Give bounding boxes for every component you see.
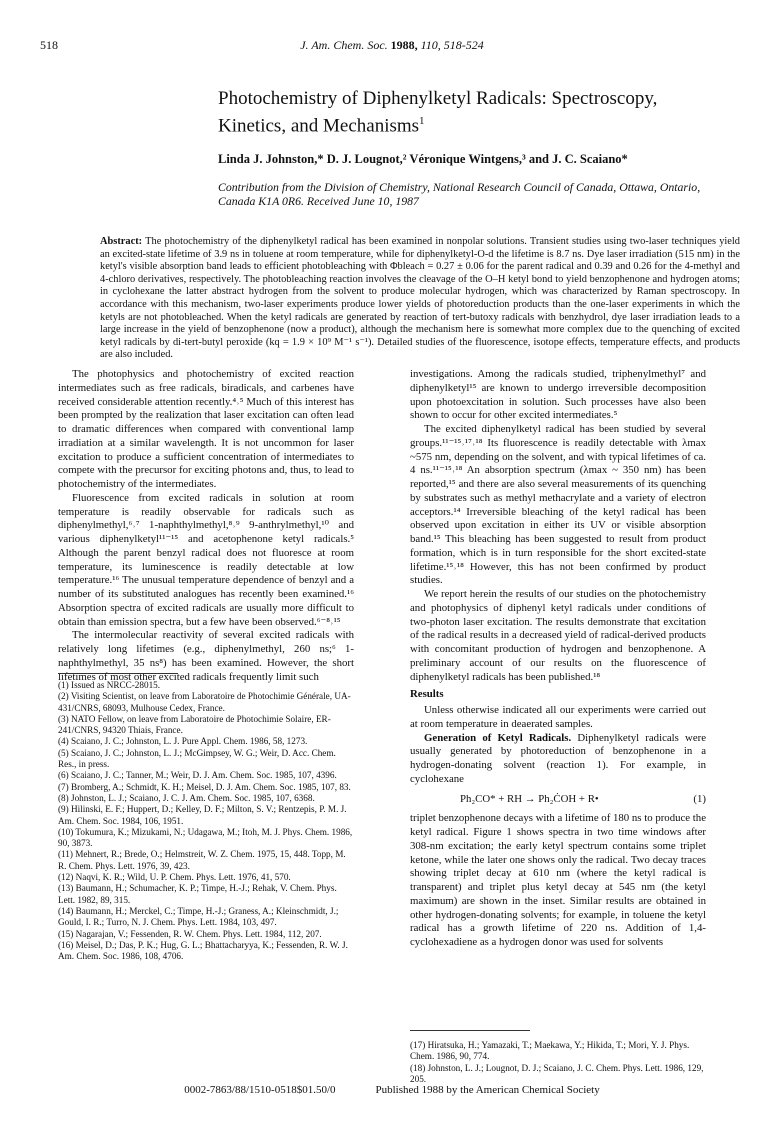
body-paragraph: Generation of Ketyl Radicals. Diphenylketyl radicals were usually generated by photoreduction of benzophenone in a hydrogen-donating solvent (reaction 1). For example, in cyclohexane: [410, 731, 707, 785]
footnote: (5) Scaiano, J. C.; Johnston, L. J.; McGimpsey, W. G.; Weir, D. Acc. Chem. Res., in press.: [58, 747, 336, 770]
affiliation: Contribution from the Division of Chemistry, National Research Council of Canada, Ottawa, Ontario, Canada K1A 0R6. Received June 10, 1987: [218, 180, 701, 208]
section-heading-results: Results: [410, 688, 444, 701]
right-column: [410, 368, 706, 950]
title-line-1: Photochemistry of Diphenylketyl Radicals: Spectroscopy,: [218, 88, 658, 109]
body-paragraph: The intermolecular reactivity of several excited radicals with relatively long lifetimes (e.g., diphenylmethyl, 260 ns;⁶ 1-naphthylmethyl, 35 ns⁸) has been examined. However, the short lifetimes of most other excited radicals frequently limit such: [58, 629, 354, 683]
body-paragraph: The photophysics and photochemistry of excited reaction intermediates such as free radicals, biradicals, and carbenes have received considerable attention recently.⁴˒⁵ Much of this interest has been prompted by the realization that laser excitation can often lead to dramatic differences when compared with conventional lamp irradiation at a similar wavelength. It is not uncommon for laser excitation to produce a sufficient concentration of intermediates to compete with the precursor for exciting photons and, thus, to lead to photochemistry of the intermediates.: [58, 368, 354, 490]
footnote: (4) Scaiano, J. C.; Johnston, L. J. Pure Appl. Chem. 1986, 58, 1273.: [58, 736, 308, 747]
page-footer: [0, 1084, 784, 1096]
journal-year: 1988,: [390, 38, 418, 52]
title-footnote-mark: 1: [419, 115, 425, 127]
left-column: [58, 368, 354, 684]
footnotes-right: [410, 1040, 706, 1085]
body-paragraph: Unless otherwise indicated all our experiments were carried out at room temperature in deaerated samples.: [410, 704, 706, 730]
footnote-divider: [410, 1030, 530, 1031]
equation-1: [410, 793, 706, 807]
footnote: (12) Naqvi, K. R.; Wild, U. P. Chem. Phys. Lett. 1976, 41, 570.: [58, 872, 291, 883]
footnote: (16) Meisel, D.; Das, P. K.; Hug, G. L.; Bhattacharyya, K.; Fessenden, R. W. J. Am. Chem. Soc. 1986, 108, 4706.: [58, 939, 348, 962]
footnote: (11) Mehnert, R.; Brede, O.; Helmstreit, W. Z. Chem. 1975, 15, 448. Topp, M. R. Chem. Phys. Lett. 1976, 39, 423.: [58, 849, 346, 871]
article-title: [218, 88, 738, 137]
footnote: (6) Scaiano, J. C.; Tanner, M.; Weir, D. J. Am. Chem. Soc. 1985, 107, 4396.: [58, 770, 337, 781]
equation-text: Ph₂CO* + RH → Ph₂ĊOH + R•: [460, 792, 599, 805]
body-paragraph: triplet benzophenone decays with a lifetime of 180 ns to produce the ketyl radical. Figure 1 shows spectra in two time windows after 308-nm excitation; the early ketyl spectrum contains some triplet ketone, while the later one shows only the radical. Two decay traces showing triplet decay at 610 nm (where the ketyl radical is transparent) and triplet plus ketyl decay at 545 nm (the ketyl maximum) are shown in the inset. Similar results are obtained in other hydrogen-donating solvents; for example, in toluene the ketyl radical has a growth lifetime of 220 ns. Addition of 1,4-cyclohexadiene as a hydrogen donor was used for solvents: [410, 812, 706, 948]
abstract-label: Abstract:: [100, 236, 143, 247]
article-code: 0002-7863/88/1510-0518$01.50/0: [184, 1084, 336, 1096]
footnote: (15) Nagarajan, V.; Fessenden, R. W. Chem. Phys. Lett. 1984, 112, 207.: [58, 928, 322, 939]
footnote-divider: [58, 673, 178, 674]
footnote: (9) Hilinski, E. F.; Huppert, D.; Kelley, D. F.; Milton, S. V.; Rentzepis, P. M. J. Am. Chem. Soc. 1984, 106, 1951.: [58, 804, 347, 826]
body-paragraph: investigations. Among the radicals studied, triphenylmethyl⁷ and diphenylketyl¹⁵ are known to undergo irreversible decomposition upon photoexcitation in solution. Such processes have also been shown to occur for other excited intermediates.⁵: [410, 368, 706, 422]
footnote: (10) Tokumura, K.; Mizukami, N.; Udagawa, M.; Itoh, M. J. Phys. Chem. 1986, 90, 3873.: [58, 826, 353, 849]
journal-volume-pages: 110, 518-524: [420, 38, 484, 52]
footnote: (17) Hiratsuka, H.; Yamazaki, T.; Maekawa, Y.; Hikida, T.; Mori, Y. J. Phys. Chem. 1986, 90, 774.: [410, 1040, 690, 1062]
equation-number: (1): [693, 792, 706, 805]
footnote: (7) Bromberg, A.; Schmidt, K. H.; Meisel, D. J. Am. Chem. Soc. 1985, 107, 83.: [58, 781, 351, 792]
abstract: [100, 236, 740, 362]
journal-name: J. Am. Chem. Soc.: [300, 38, 388, 52]
footnote: (3) NATO Fellow, on leave from Laboratoire de Photochimie Solaire, ER-241/CNRS, 94320 Thiais, France.: [58, 713, 331, 736]
publisher-line: Published 1988 by the American Chemical Society: [375, 1084, 600, 1096]
body-paragraph: Fluorescence from excited radicals in solution at room temperature is readily observable for radicals such as diphenylmethyl,⁶˒⁷ 1-naphthylmethyl,⁸˒⁹ 9-anthrylmethyl,¹⁰ and various diphenylketyl¹¹⁻¹⁵ and acetophenone ketyl radicals.⁵ Although the parent benzyl radical does not fluoresce at room temperature, its luminescence is readily detectable at low temperature.¹⁶ The unusual temperature dependence of benzyl and a number of its substituted analogues has recently been examined.¹⁶ Absorption spectra of excited radicals are usually more difficult to obtain than emission spectra, but a few have been observed.⁶⁻⁸˒¹⁵: [58, 491, 354, 628]
page-number: 518: [40, 38, 58, 52]
footnote: (8) Johnston, L. J.; Scaiano, J. C. J. Am. Chem. Soc. 1985, 107, 6368.: [58, 792, 315, 803]
footnote: (13) Baumann, H.; Schumacher, K. P.; Timpe, H.-J.; Rehak, V. Chem. Phys. Lett. 1982, 89, 315.: [58, 883, 337, 905]
subsection-heading: Generation of Ketyl Radicals.: [424, 731, 572, 744]
footnote: (2) Visiting Scientist, on leave from Laboratoire de Photochimie Générale, UA-431/CNRS, 68093, Mulhouse Cedex, France.: [58, 691, 351, 713]
body-paragraph: We report herein the results of our studies on the photochemistry and photophysics of diphenyl ketyl radicals under conditions of two-photon laser excitation. The results demonstrate that excitation of the radical results in a decreased yield of radical-derived products with concomitant production of hydrogen and benzophenone. A preliminary account of our results on the fluorescence of diphenylketyl radicals has been published.¹⁸: [410, 588, 706, 683]
author-list: Linda J. Johnston,* D. J. Lougnot,² Véronique Wintgens,³ and J. C. Scaiano*: [218, 152, 628, 166]
footnote: (18) Johnston, L. J.; Lougnot, D. J.; Scaiano, J. C. Chem. Phys. Lett. 1986, 129, 205.: [410, 1062, 704, 1084]
body-paragraph: The excited diphenylketyl radical has been studied by several groups.¹¹⁻¹⁵˒¹⁷˒¹⁸ Its fluorescence is readily detectable with λmax ~575 nm, depending on the solvent, and with typical lifetimes of ca. 4 ns.¹¹⁻¹⁵˒¹⁸ An absorption spectrum (λmax ~ 350 nm) has been reported,¹⁵ and there are also several measurements of its quenching by substrates such as methyl methacrylate and a variety of electron acceptors.¹⁴ Irreversible bleaching of the ketyl radical has been observed upon excitation in either its UV or visible absorption band.¹⁵ This bleaching has been suggested to result from product formation, which is in turn responsible for the short excited-state lifetime.¹⁵˒¹⁸ However, this has not been confirmed by product studies.: [410, 423, 706, 587]
footnote: (14) Baumann, H.; Merckel, C.; Timpe, H.-J.; Graness, A.; Kleinschmidt, J.; Gould, I. R.; Turro, N. J. Chem. Phys. Lett. 1984, 103, 497.: [58, 905, 339, 928]
abstract-text: The photochemistry of the diphenylketyl radical has been examined in nonpolar solutions. Transient studies using two-laser techniques yield an excited-state lifetime of 3.9 ns in toluene at room temperature, while for diphenylketyl-O-d the lifetime is 8.7 ns. Dye laser irradiation (515 nm) in the ketyl's visible absorption band leads to efficient photobleaching with Φbleach = 0.27 ± 0.06 for the parent radical and 0.39 and 0.26 for the 4-methyl and 4-chloro derivatives, respectively. The photobleaching reaction involves the cleavage of the O–H ketyl bond to yield benzophenone and hydrogen atoms; in cyclohexane the latter abstract hydrogen from the solvent to produce molecular hydrogen, which was characterized by Raman spectroscopy. In accordance with this mechanism, two-laser experiments produce lower yields of photoreduction products than the one-laser experiments in which the ketyls are not photobleached. When the ketyl radicals are generated by reaction of tert-butoxy radicals with benzhydrol, dye laser irradiation leads to a large increase in the yield of benzophenone (now a product), although the mechanism here is somewhat more complex due to the quenching of excited ketyl radicals by di-tert-butyl peroxide (kq = 1.9 × 10⁹ M⁻¹ s⁻¹). Detailed studies of the fluorescence, isotope effects, temperature effects, and products are also included.: [100, 236, 740, 361]
running-header: [0, 38, 784, 53]
footnotes-left: [58, 680, 354, 962]
footnote: (1) Issued as NRCC-28015.: [58, 680, 161, 690]
title-line-2: Kinetics, and Mechanisms$^1$: [218, 115, 425, 137]
